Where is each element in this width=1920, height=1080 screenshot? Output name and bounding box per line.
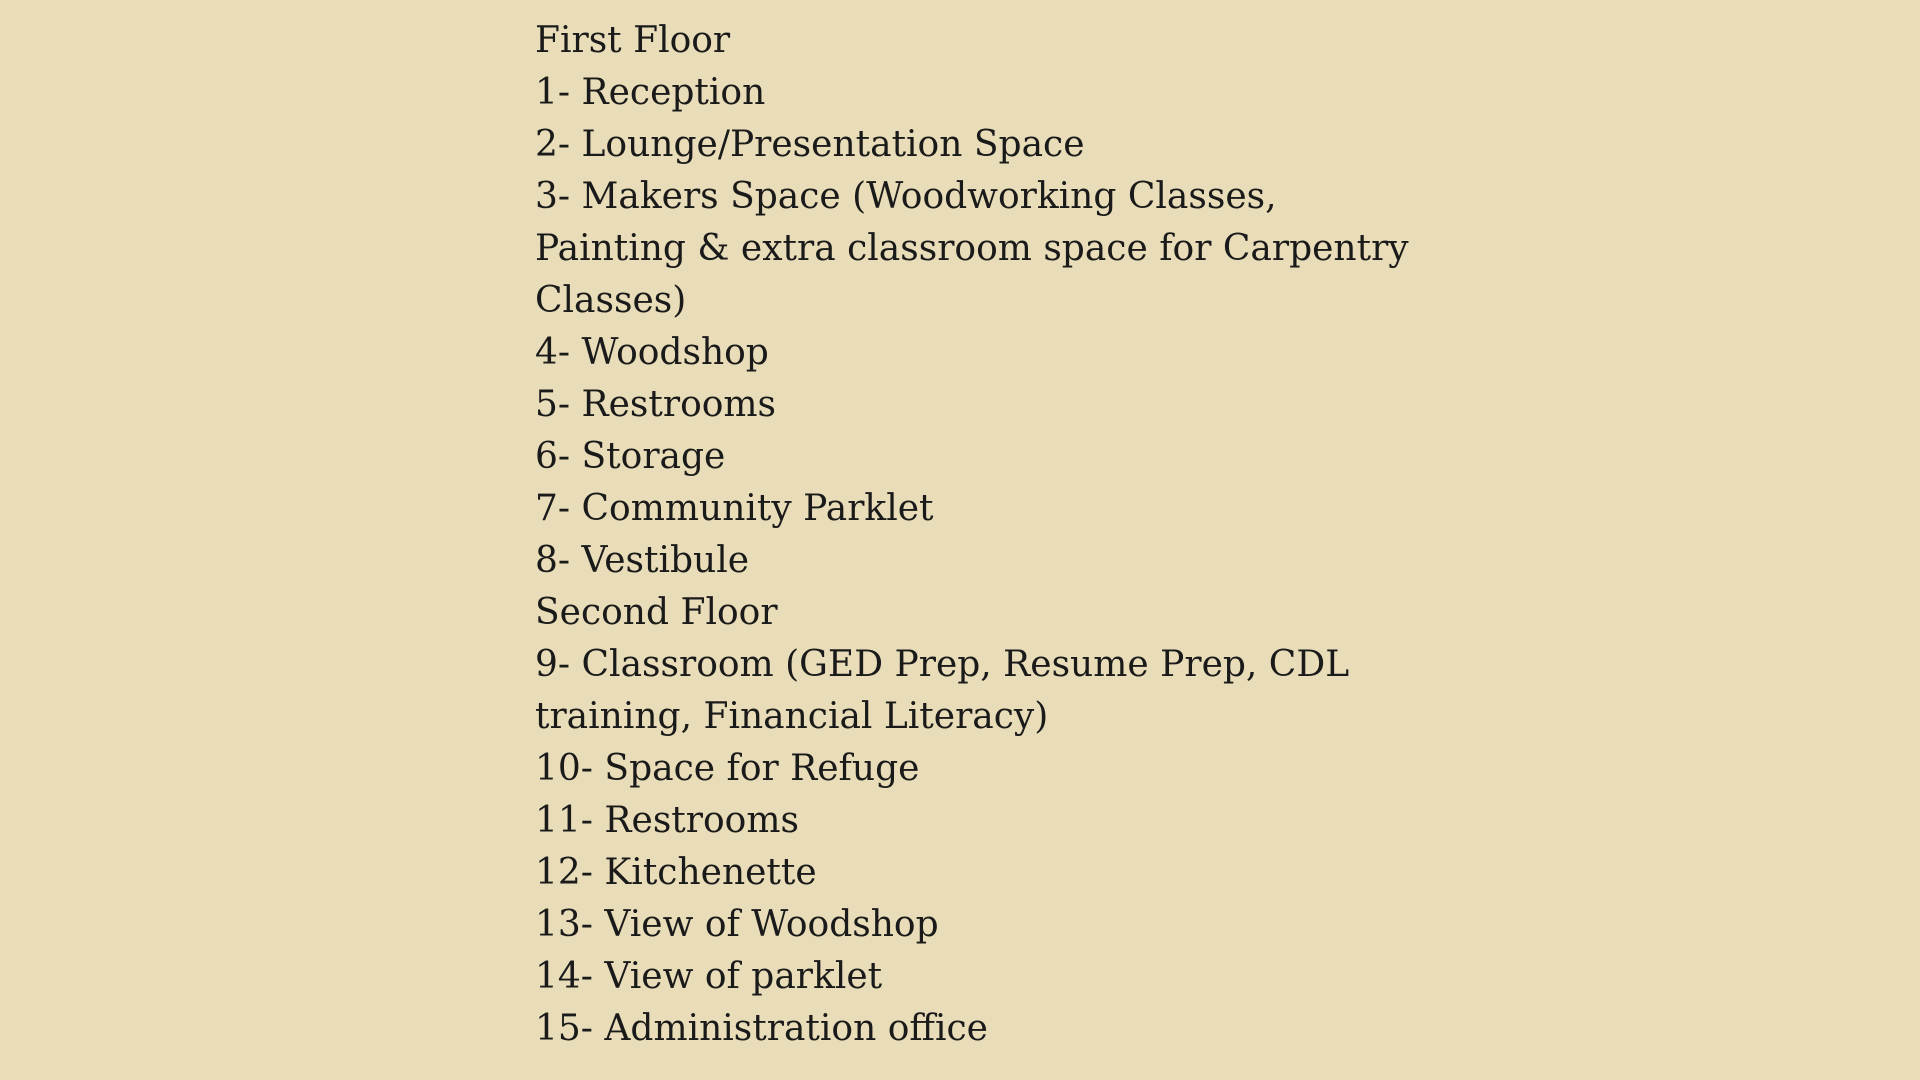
- legend-item-administration-office: 15- Administration office: [535, 1008, 988, 1049]
- legend-item-makers-space-line2: Painting & extra classroom space for Carpentry: [535, 228, 1409, 269]
- first-floor-heading: First Floor: [535, 20, 731, 61]
- second-floor-heading: Second Floor: [535, 592, 778, 633]
- legend-item-classroom-line2: training, Financial Literacy): [535, 696, 1049, 737]
- legend-item-woodshop: 4- Woodshop: [535, 332, 769, 373]
- legend-item-restrooms-second: 11- Restrooms: [535, 800, 799, 841]
- legend-item-classroom-line1: 9- Classroom (GED Prep, Resume Prep, CDL: [535, 644, 1350, 685]
- legend-item-space-for-refuge: 10- Space for Refuge: [535, 748, 920, 789]
- legend-item-reception: 1- Reception: [535, 72, 766, 113]
- legend-item-vestibule: 8- Vestibule: [535, 540, 750, 581]
- legend-item-lounge: 2- Lounge/Presentation Space: [535, 124, 1085, 165]
- legend-item-storage: 6- Storage: [535, 436, 726, 477]
- legend-item-view-of-parklet: 14- View of parklet: [535, 956, 883, 997]
- legend-item-view-of-woodshop: 13- View of Woodshop: [535, 904, 939, 945]
- floor-legend: [535, 15, 1409, 1055]
- legend-item-makers-space-line3: Classes): [535, 280, 687, 321]
- legend-item-community-parklet: 7- Community Parklet: [535, 488, 934, 529]
- legend-item-restrooms-first: 5- Restrooms: [535, 384, 777, 425]
- legend-item-kitchenette: 12- Kitchenette: [535, 852, 817, 893]
- legend-item-makers-space-line1: 3- Makers Space (Woodworking Classes,: [535, 176, 1277, 217]
